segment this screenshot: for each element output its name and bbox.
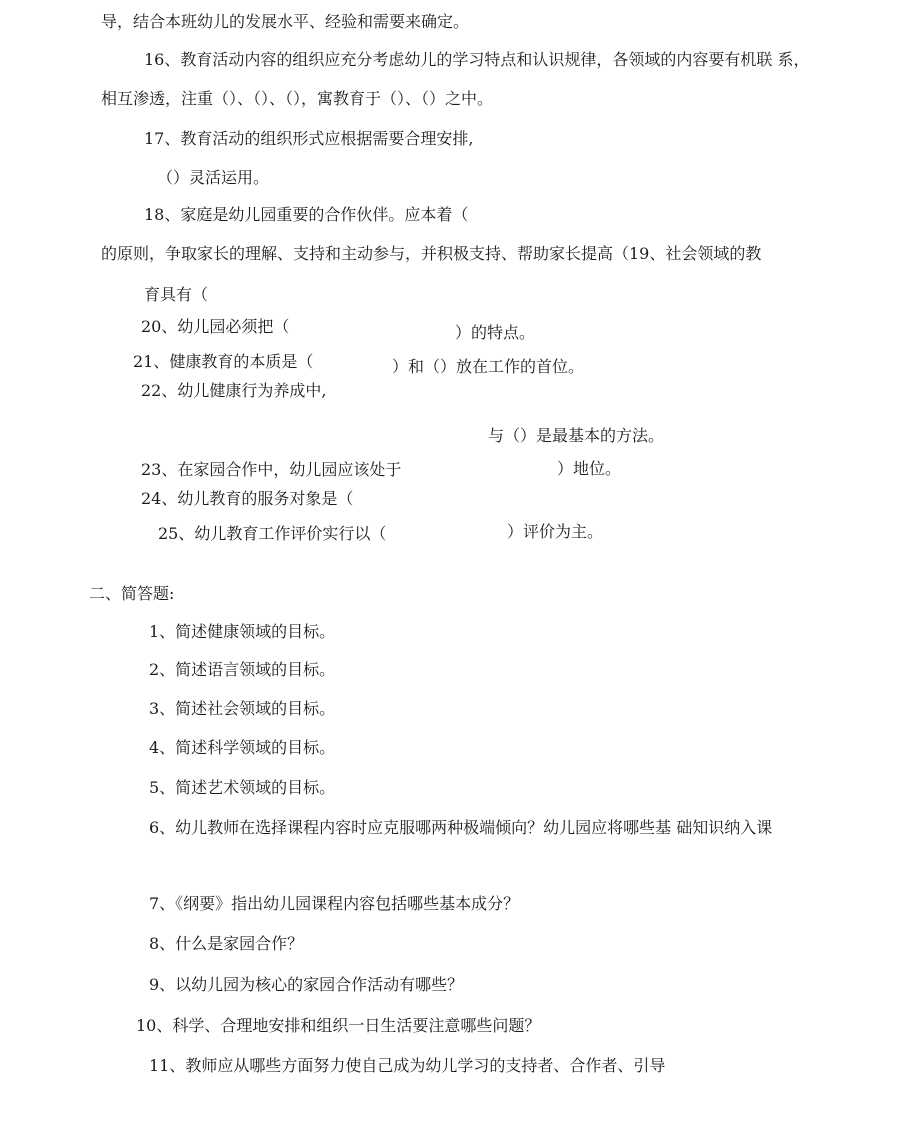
question-25-start: 25、幼儿教育工作评价实行以（ <box>158 524 387 543</box>
question-21-end: ）和（）放在工作的首位。 <box>392 357 585 376</box>
question-25-end: ）评价为主。 <box>507 522 604 541</box>
question-23-end: ）地位。 <box>557 459 622 478</box>
question-22-line-2: 与（）是最基本的方法。 <box>488 426 665 445</box>
text-line-intro: 导，结合本班幼儿的发展水平、经验和需要来确定。 <box>101 12 470 31</box>
question-22-line-1: 22、幼儿健康行为养成中, <box>141 381 327 400</box>
short-answer-q10: 10、科学、合理地安排和组织一日生活要注意哪些问题？ <box>136 1016 541 1035</box>
question-20-start: 20、幼儿园必须把（ <box>141 317 290 336</box>
question-19-line-2: 育具有（ <box>144 285 209 304</box>
short-answer-q5: 5、简述艺术领域的目标。 <box>149 778 336 797</box>
short-answer-q6: 6、幼儿教师在选择课程内容时应克服哪两种极端倾向？幼儿园应将哪些基 础知识纳入课 <box>149 818 773 837</box>
short-answer-q9: 9、以幼儿园为核心的家园合作活动有哪些？ <box>149 975 464 994</box>
question-18-line-1: 18、家庭是幼儿园重要的合作伙伴。应本着（ <box>144 205 469 224</box>
short-answer-q4: 4、简述科学领域的目标。 <box>149 738 336 757</box>
section-heading-short-answer: 二、简答题: <box>89 584 175 603</box>
question-17-line-2: （）灵活运用。 <box>157 168 270 187</box>
question-21-start: 21、健康教育的本质是（ <box>133 352 314 371</box>
short-answer-q2: 2、简述语言领域的目标。 <box>149 660 336 679</box>
short-answer-q8: 8、什么是家园合作？ <box>149 934 304 953</box>
question-17-line-1: 17、教育活动的组织形式应根据需要合理安排, <box>144 129 474 148</box>
short-answer-q11: 11、教师应从哪些方面努力使自己成为幼儿学习的支持者、合作者、引导 <box>149 1056 666 1075</box>
question-23-start: 23、在家园合作中，幼儿园应该处于 <box>141 460 402 479</box>
question-20-end: ）的特点。 <box>455 323 536 342</box>
question-16-line-2: 相互渗透，注重（）、（）、（），寓教育于（）、（）之中。 <box>101 89 494 108</box>
question-18-line-2: 的原则，争取家长的理解、支持和主动参与，并积极支持、帮助家长提高（19、社会领域的教 <box>101 244 762 263</box>
short-answer-q3: 3、简述社会领域的目标。 <box>149 699 336 718</box>
question-24: 24、幼儿教育的服务对象是（ <box>141 489 354 508</box>
question-16-line-1: 16、教育活动内容的组织应充分考虑幼儿的学习特点和认识规律，各领域的内容要有机联 系， <box>144 50 810 69</box>
short-answer-q7: 7、《纲要》指出幼儿园课程内容包括哪些基本成分？ <box>149 894 520 913</box>
short-answer-q1: 1、简述健康领域的目标。 <box>149 622 336 641</box>
